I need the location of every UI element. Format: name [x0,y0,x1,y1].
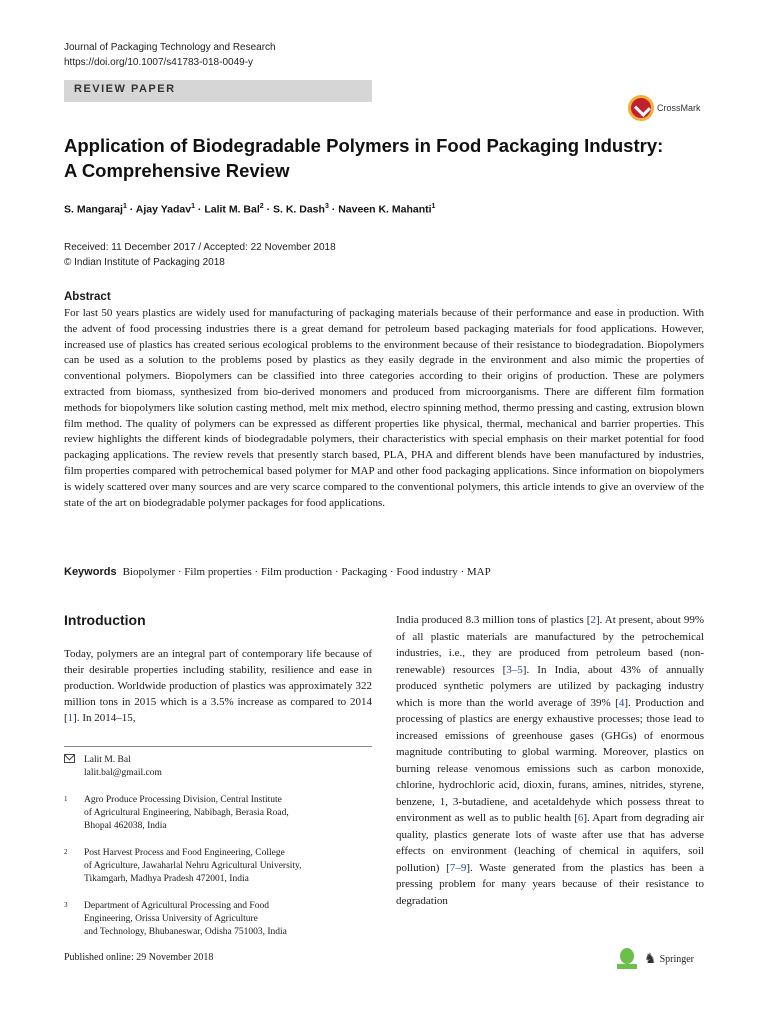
published-online-date: Published online: 29 November 2018 [64,952,214,963]
author-affiliation-mark: 3 [324,203,329,210]
affiliation-note [64,900,372,939]
body-text: ]. In India, about 43% of annually produced synthetic polymers are utilized by packaging industry which is more than the world average of 39% [ [396,663,704,709]
title-line-2: A Comprehensive Review [64,160,290,181]
correspondence-note [64,754,372,780]
author-list [64,203,435,216]
author-name[interactable]: S. Mangaraj [64,203,123,216]
affiliation-number: 1 [64,795,68,803]
abstract-text: For last 50 years plastics are widely used for manufacturing of packaging materials because of their performance and ease in production. With the advent of food processing industries there is a great demand for petroleum based packaging materials for food applications. However, increased use of plastics has created serious ecological problems to the environment because of their resistance to biodegradation. Biopolymers can be used as a solution to the problems posed by plastics as they easily degrade in the environment and also mimic the properties of conventional polymers. Biopolymers can be classified into three categories according to their origins of production. These are polymers extracted from biomass, synthesized from bio-derived monomers and produced from microorganisms. There are different film formation methods for biopolymers like solution casting method, melt mix method, electro spinning method, thermo pressing and casting, extrusion blown film method. The quality of polymers can be expressed as different properties like physical, thermal, mechanical and barrier properties. This review highlights the different kinds of biodegradable polymers, their characteristics with special emphasis on their market potential for food packaging applications. The review revels that presently starch based, PLA, PHA and different blends have been manufactured by industries, film properties compared with petrochemical based polymer for MAP and other food packaging applications. Since information on biopolymers is widely scattered over many sources and are very scarce compared to the conventional polymers, this article intends to give an overview of the state of the art on biodegradable polymer packages for food applications. [64,307,704,509]
body-text: ]. Apart from degrading air quality, plastics generate lots of waste after use that has adverse effects on environment (leaching of chemical in aquifers, soil pollution) [ [396,812,705,874]
affiliation-line: of Agriculture, Jawaharlal Nehru Agricultural University, [84,861,302,871]
envelope-icon [64,754,75,763]
author-separator: · [194,203,205,216]
author-separator: · [263,203,273,216]
article-type-bar [64,80,372,102]
keywords-label: Keywords [64,566,117,578]
affiliation-line: Post Harvest Process and Food Engineering, College [84,848,285,858]
corresponding-author-name: Lalit M. Bal [84,755,131,765]
abstract-heading: Abstract [64,291,111,303]
footnote-divider [64,746,372,747]
affiliation-list [64,794,372,939]
affiliation-line: Department of Agricultural Processing and Food [84,901,269,911]
affiliation-line: Tikamgarh, Madhya Pradesh 472001, India [84,874,249,884]
author-name[interactable]: Naveen K. Mahanti [338,203,432,216]
body-text: ]. Waste generated from the plastics has been a pressing problem for many years because of their resistance to degradation [396,861,704,907]
paper-title [64,133,704,183]
citation-link[interactable]: 7–9 [449,861,467,874]
introduction-heading: Introduction [64,612,146,628]
introduction-right-column [396,612,704,909]
affiliation-line: Bhopal 462038, India [84,821,167,831]
author-separator: · [328,203,339,216]
author-separator: · [126,203,136,216]
citation-link[interactable]: 3–5 [506,663,523,676]
body-text: ]. In 2014–15, [73,712,136,724]
author-name[interactable]: S. K. Dash [273,203,325,216]
body-text: Today, polymers are an integral part of contemporary life because of their desirable properties including stability, resilience and ease in production. Worldwide production of plastics was approximately 322 million tons in 2015 which is a 3.5% increase as compared to 2014 [ [64,648,372,724]
copyright-line: © Indian Institute of Packaging 2018 [64,257,225,268]
crossmark-icon [628,95,654,121]
keywords-line [64,566,704,578]
introduction-left-column [64,646,372,726]
footnotes [64,754,372,953]
affiliation-number: 3 [64,901,68,909]
crossmark-badge[interactable] [628,94,701,122]
article-type-label: REVIEW PAPER [74,83,176,95]
springer-horse-icon: ♞ [644,951,657,967]
received-accepted-dates: Received: 11 December 2017 / Accepted: 22 November 2018 [64,242,336,253]
publisher-name: Springer [659,953,695,965]
publisher-logo[interactable] [612,946,694,972]
journal-header [64,40,276,70]
author-affiliation-mark: 2 [259,203,264,210]
author-affiliation-mark: 1 [431,203,436,210]
affiliation-number: 2 [64,848,68,856]
body-text: ]. Production and processing of plastics are energy exhaustive processes; those lead to increased emissions of greenhouse gases (GHGs) of enormous magnitude contributing to global warming. Moreover, plastics on burning release venomous emissions such as carbon monoxide, chlorine, hydrochloric acid, dioxin, furans, amines, nitrides, styrene, benzene, 1, 3-butadiene, and acetaldehyde which possess threat to environment as well as to public health [ [396,696,704,824]
keywords-text: Biopolymer · Film properties · Film production · Packaging · Food industry · MAP [122,566,491,578]
title-line-1: Application of Biodegradable Polymers in Food Packaging Industry: [64,135,664,156]
citation-link[interactable]: 4 [618,696,625,709]
publication-dates [64,240,336,270]
affiliation-note [64,794,372,833]
body-text: ]. At present, about 99% of all plastic materials are manufactured by the petrochemical industries, i.e., they are produced from petroleum based (non-renewable) resources [ [396,614,704,676]
crossmark-label: CrossMark [657,103,701,113]
affiliation-line: Engineering, Orissa University of Agriculture [84,914,258,924]
citation-link[interactable]: 6 [577,812,584,824]
affiliation-line: of Agricultural Engineering, Nabibagh, Berasia Road, [84,808,289,818]
author-affiliation-mark: 1 [122,203,127,210]
corresponding-author-email[interactable]: lalit.bal@gmail.com [84,768,162,778]
author-name[interactable]: Ajay Yadav [135,203,192,216]
journal-name: Journal of Packaging Technology and Research [64,42,276,53]
author-name[interactable]: Lalit M. Bal [204,203,260,216]
affiliation-line: and Technology, Bhubaneswar, Odisha 751003, India [84,927,287,937]
author-affiliation-mark: 1 [191,203,195,210]
affiliation-line: Agro Produce Processing Division, Central Institute [84,795,282,805]
affiliation-note [64,847,372,886]
body-text: India produced 8.3 million tons of plastics [ [396,614,591,626]
citation-link[interactable]: 2 [590,614,596,626]
doi-link[interactable]: https://doi.org/10.1007/s41783-018-0049-y [64,57,254,68]
springer-tree-icon [612,946,642,972]
citation-link[interactable]: 1 [67,712,74,724]
